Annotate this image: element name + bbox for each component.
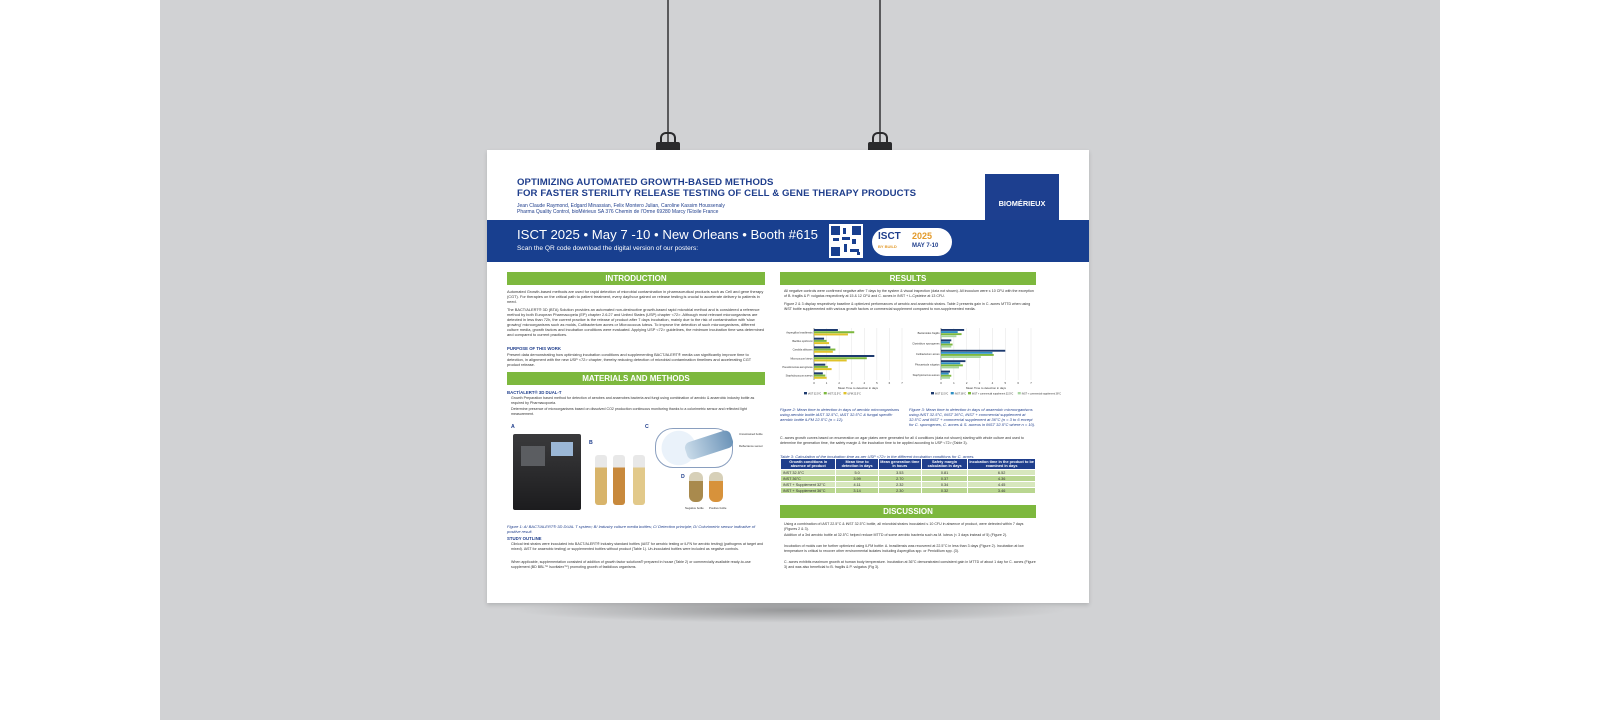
bar — [814, 359, 847, 361]
table-header-generation: Mean generation time in hours — [878, 459, 921, 470]
methods-bullet-1: Growth Preparation based method for detection of aerobes and anaerobes bacteria and fungi using combination of aerobic & anaerobic industry bottle as required by Pharmacopoeia. — [511, 396, 755, 405]
y-category-label: Phocaeicola vulgatus — [914, 363, 940, 367]
bar — [941, 362, 960, 364]
table-cell: 4.11 — [836, 482, 878, 488]
incubation-time-table — [780, 458, 1036, 494]
bar — [941, 335, 956, 337]
x-tick-label: 4 — [863, 381, 866, 385]
badge-name: ISCT — [878, 231, 901, 242]
panel-label-b: B — [589, 440, 593, 446]
table-cell: 2.30 — [878, 488, 921, 494]
study-bullet-1: Clinical test strains were inoculated into BACT/ALERT® industry standard bottles (iAST for aerobic testing or iLFN for aerobic testing) (pathogens at target and mixed). iAST for anaerobic testing) or supplemented bottles without product (Table 1). Un-inoculated bottles were included as negative controls. — [511, 542, 764, 551]
poster-title-line1: OPTIMIZING AUTOMATED GROWTH-BASED METHODS — [517, 177, 774, 188]
results-bullet-2: Figure 2 & 3 display respectively baseline & optimized performances of aerobic and anaerobic strains. Table 2 presents gain in C. acnes MTTD when using iNST bottle supplemented with various growth factors or commercial supplement compared to non-supplemented media. — [784, 302, 1031, 311]
legend-swatch — [951, 392, 954, 394]
legend-label: iAST 32.5°C — [808, 392, 822, 396]
panel-label-a: A — [511, 424, 515, 430]
poster-affiliation: Pharma Quality Control, bioMérieux SA 376 Chemin de l'Orme 69280 Marcy l'Etoile France — [517, 209, 719, 215]
bar — [941, 373, 949, 375]
figure-2-chart — [780, 324, 908, 400]
bar — [814, 346, 830, 348]
table-cell: 4.36 — [968, 476, 1036, 482]
x-tick-label: 4 — [991, 381, 994, 385]
x-axis-label: Mean Time to detection in days — [837, 386, 879, 390]
bar — [814, 329, 838, 331]
table-cell: 3.99 — [836, 476, 878, 482]
poster — [487, 150, 1089, 603]
discussion-bullet-2: Addition of a 3rd aerobic bottle at 32.5°C helped reduce MTTD of some aerobic bacteria such as M. luteus (< 3 days instead of 5) (Figure 2). — [784, 533, 1008, 537]
bar — [814, 364, 825, 366]
diagram-label-sensor: Reflectance sensor — [739, 444, 763, 448]
x-tick-label: 5 — [1004, 381, 1007, 385]
x-tick-label: 2 — [965, 381, 968, 385]
bar — [941, 346, 951, 348]
table-cell: 0.34 — [921, 482, 967, 488]
legend-swatch — [968, 392, 971, 394]
table-cell: 3.14 — [836, 488, 878, 494]
section-heading-methods: MATERIALS AND METHODS — [507, 372, 765, 385]
y-category-label: Micrococcus luteus — [790, 357, 813, 361]
bar — [941, 333, 962, 335]
bar — [814, 377, 827, 379]
system-title: BACT/ALERT® 3D DUAL-T — [507, 390, 562, 395]
x-tick-label: 6 — [888, 381, 891, 385]
bar — [941, 360, 965, 362]
table-cell: 0.81 — [921, 470, 967, 476]
discussion-bullet-1: Using a combination of iAST 22.5°C & iNST 32.5°C bottle, all microbial strains inoculated ≤ 10 CFU in absence of product, were detected within 7 days (Figures 2 & 3). — [784, 522, 1024, 531]
instrument-screen-image — [551, 442, 573, 456]
bar — [814, 349, 835, 351]
table-header-mttd: Mean time to detection in days — [836, 459, 878, 470]
x-tick-label: 3 — [850, 381, 853, 385]
legend-swatch — [844, 392, 847, 394]
x-tick-label: 5 — [876, 381, 878, 385]
x-tick-label: 3 — [978, 381, 981, 385]
table-3-caption: Table 3: Calculation of the incubation time as per USP <72> in the different incubation conditions for C. acnes. — [780, 454, 975, 459]
purpose-text: Present data demonstrating how optimizing incubation conditions and supplementing BACT/ALERT® media can significantly improve time to detection, in alignment with the new USP <72> chapter, thereby reducing detection of microbial contamination timelines and accelerating CGT product release. — [507, 352, 752, 368]
table-header-incubation: Incubation time in the product to be examined in days — [969, 460, 1034, 468]
bar — [814, 342, 829, 344]
banner-event-text: ISCT 2025 • May 7 -10 • New Orleans • Booth #615 — [517, 227, 818, 242]
bar — [814, 366, 828, 368]
bar — [941, 356, 981, 358]
discussion-bullet-4: C. acnes exhibits maximum growth at human body temperature. Incubation at 36°C demonstrated consistent gain in MTTD of about 1 day for C. acnes (Figure 3) and was also beneficial to B. fragilis & P. vulgatus (Fig 3). — [784, 560, 1036, 569]
y-category-label: Clostridium sporogenes — [912, 342, 940, 346]
growth-curve-text: C. acnes growth curves based on enumeration on agar plates were generated for all 4 conditions (data not shown) starting with whole culture and used to determine the generation time, the safety margin & the incubation time to be applied according to USP <72> (Table 3). — [780, 436, 1024, 445]
y-category-label: Staphylococcus aureus — [912, 373, 940, 377]
culture-bottle-3-image — [633, 455, 645, 505]
hanging-wire-left — [667, 0, 669, 142]
panel-label-c: C — [645, 424, 649, 430]
methods-bullet-2: Determine presence of microorganisms based on dissolved CO2 production continuous monitoring thanks to a colorimetric sensor and reflected light measurement. — [511, 407, 747, 416]
x-tick-label: 7 — [1030, 381, 1032, 385]
isct-2025-badge — [872, 228, 952, 256]
bar — [941, 342, 950, 344]
figure-3-chart — [907, 324, 1061, 400]
table-cell: 0.32 — [921, 488, 967, 494]
logo-text: BIOMÉRIEUX — [998, 199, 1046, 208]
bar — [814, 340, 827, 342]
bar — [941, 329, 964, 331]
legend-label: iNST 36°C — [954, 392, 967, 396]
intro-paragraph-1: Automated Growth-based methods are used for rapid detection of microbial contamination in pharmaceutical products such as Cell and gene therapy (CGT). For therapies on the critical path to patient treatment, every day/hour gained on release testing is crucial to accelerate delivery to patients in need. — [507, 289, 764, 305]
x-tick-label: 6 — [1017, 381, 1019, 385]
section-heading-results: RESULTS — [780, 272, 1036, 285]
table-cell: iNST + Supplement 36°C — [781, 488, 836, 494]
y-category-label: Cutibacterium acnes — [915, 353, 940, 356]
legend-swatch — [1018, 392, 1021, 394]
study-bullet-2: When applicable, supplementation consisted of addition of growth factor solutions® prepared in house (Table 2) or commercially available ready-to-use supplement (BD BBL™ Isovitalex™) promoting growth of fastidious organisms. — [511, 560, 751, 569]
bar — [941, 377, 950, 379]
negative-bottle-image — [689, 472, 703, 502]
bar — [941, 371, 950, 373]
figure-2-caption: Figure 2: Mean time to detection in days of aerobic microorganisms using aerobic bottle iAST 32.5°C, iAST 32.5°C & fungal specific aerobic bottle iLFM 22.5°C (n = 12). — [780, 407, 900, 422]
qr-code[interactable] — [829, 224, 863, 258]
positive-bottle-label: Positive bottle — [709, 506, 727, 510]
y-category-label: Aspergillus brasiliensis — [786, 331, 813, 335]
figure-1-caption: Figure 1: A/ BACT/ALERT® 3D DUAL T system; B/ Industry culture media bottles; C/ Detection principle; D/ Colorimetric sensor indicative of positive result. — [507, 524, 756, 534]
bar — [814, 372, 823, 374]
bar — [814, 338, 824, 340]
bar — [941, 331, 958, 333]
badge-date: MAY 7-10 — [912, 243, 939, 249]
results-bullet-1: All negative controls were confirmed negative after 7 days by the system & visual inspection (data not shown). All inoculum were ≤ 10 CFU with the exception of B. fragilis & P. vulgatus respectively at 15 & 12 CFU and C. acnes in iNST + L-Cysteine at 13 CFU. — [784, 289, 1034, 298]
bar — [814, 368, 832, 370]
legend-swatch — [824, 392, 827, 394]
legend-label: iLFM 22.5°C — [847, 392, 861, 396]
table-cell: iNST 36°C — [781, 476, 836, 482]
y-category-label: Pseudomonas aeruginosa — [782, 366, 813, 369]
section-heading-discussion: DISCUSSION — [780, 505, 1036, 518]
table-cell: 6.52 — [968, 470, 1036, 476]
poster-authors: Jean Claude Raymond, Edgard Minassian, Felix Montero Julian, Caroline Kassim Houssenaly — [517, 203, 725, 209]
event-banner — [487, 220, 1089, 262]
intro-paragraph-2: The BACT/ALERT® 3D (BTA) Solution provides an automated non-destructive growth-based rapid microbial method and is considered a reference method by both European Pharmacopeia (EP) chapter 2.6.27 and United States (USP) chapter <72>. Although most relevant microorganisms are detected in less than 72h, the current practice is the release of product after 7 days incubation, mainly due to the risk of contamination with 'slow growing' microorganisms such as molds, Cutibacterium acnes or Micrococcus luteus. To improve the detection of such microorganisms, different culture media, growth factors and incubation conditions were evaluated. Applying USP <72> guidelines, the minimum incubation time was determined and compared to current practices. — [507, 307, 765, 338]
table-cell: 3.46 — [968, 488, 1036, 494]
legend-swatch — [804, 392, 807, 394]
positive-bottle-image — [709, 472, 723, 502]
y-category-label: Bacillus spizizenii — [792, 340, 813, 343]
x-tick-label: 2 — [838, 381, 840, 385]
legend-swatch — [931, 392, 934, 394]
x-tick-label: 0 — [813, 381, 815, 385]
bar — [814, 375, 825, 377]
banner-qr-instruction: Scan the QR code download the digital version of our posters: — [517, 245, 699, 252]
bar — [941, 339, 951, 341]
table-header-conditions: Growth conditions in absence of product — [781, 459, 836, 470]
table-header-safety: Safety margin calculation in days — [921, 459, 967, 470]
bar — [941, 364, 963, 366]
study-outline-title: STUDY OUTLINE — [507, 536, 542, 541]
legend-label: iAST 22.5°C — [827, 392, 841, 396]
table-cell: iNST + Supplement 32°C — [781, 482, 836, 488]
figure-3-caption: Figure 3: Mean time to detection in days of anaerobic microorganisms using iNST 32.5°C, iNST 36°C, iNST + commercial supplement at 32.5°C and iNST + commercial supplement at 36°C (n = 3 to 6 except for C. sporogenes, C. acnes & S. aureus in iNST 32.5°C where n = 10). — [909, 407, 1036, 427]
bar — [941, 354, 994, 356]
diagram-label-unrestrained: Unrestrained bottle — [739, 432, 763, 436]
legend-label: iNST + commercial supplement 32.5°C — [972, 392, 1014, 396]
bar — [941, 350, 1005, 352]
bar — [941, 375, 951, 377]
y-category-label: Staphylococcus aureus — [785, 374, 813, 378]
bar — [814, 351, 833, 353]
x-tick-label: 7 — [901, 381, 903, 385]
hanging-wire-right — [879, 0, 881, 142]
poster-title-line2: FOR FASTER STERILITY RELEASE TESTING OF CELL & GENE THERAPY PRODUCTS — [517, 188, 917, 199]
x-tick-label: 0 — [940, 381, 942, 385]
bar — [814, 331, 854, 333]
instrument-drawer-image — [521, 446, 545, 466]
panel-label-d: D — [681, 474, 685, 480]
bar — [941, 352, 992, 354]
x-axis-label: Mean Time to detection in days — [965, 386, 1007, 390]
culture-bottle-2-image — [613, 455, 625, 505]
legend-label: iNST 32.5°C — [935, 392, 949, 396]
discussion-bullet-3: Incubation of molds can be further optimized using iLFM bottle: A. brasiliensis was recovered at 22.5°C in less than 3 days (Figure 2). Incubation at low temperature is critical to recover other environmental isolates including Aspergillus spp. or Penicillium spp. (3). — [784, 544, 1024, 553]
table-cell: iNST 32.5°C — [781, 470, 836, 476]
purpose-title: PURPOSE OF THIS WORK — [507, 346, 561, 351]
badge-subtext: BY BUILD — [878, 244, 897, 249]
y-category-label: Candida albicans — [792, 348, 813, 352]
table-cell: 0.37 — [921, 476, 967, 482]
culture-bottle-1-image — [595, 455, 607, 505]
bar — [814, 357, 867, 359]
table-cell: 4.45 — [968, 482, 1036, 488]
x-tick-label: 1 — [825, 381, 828, 385]
table-row — [781, 488, 1036, 494]
legend-label: iNST + commercial supplement 36°C — [1021, 392, 1061, 396]
bar — [941, 344, 953, 346]
table-cell: 3.53 — [878, 470, 921, 476]
table-cell: 2.32 — [878, 482, 921, 488]
table-cell: 2.70 — [878, 476, 921, 482]
y-category-label: Bacteroides fragilis — [917, 332, 940, 336]
bar — [814, 333, 848, 335]
section-heading-introduction: INTRODUCTION — [507, 272, 765, 285]
badge-year: 2025 — [912, 231, 933, 241]
table-cell: 5.0 — [836, 470, 878, 476]
bar — [814, 355, 874, 357]
negative-bottle-label: Negative bottle — [685, 506, 704, 510]
x-tick-label: 1 — [953, 381, 955, 385]
bar — [941, 367, 959, 369]
